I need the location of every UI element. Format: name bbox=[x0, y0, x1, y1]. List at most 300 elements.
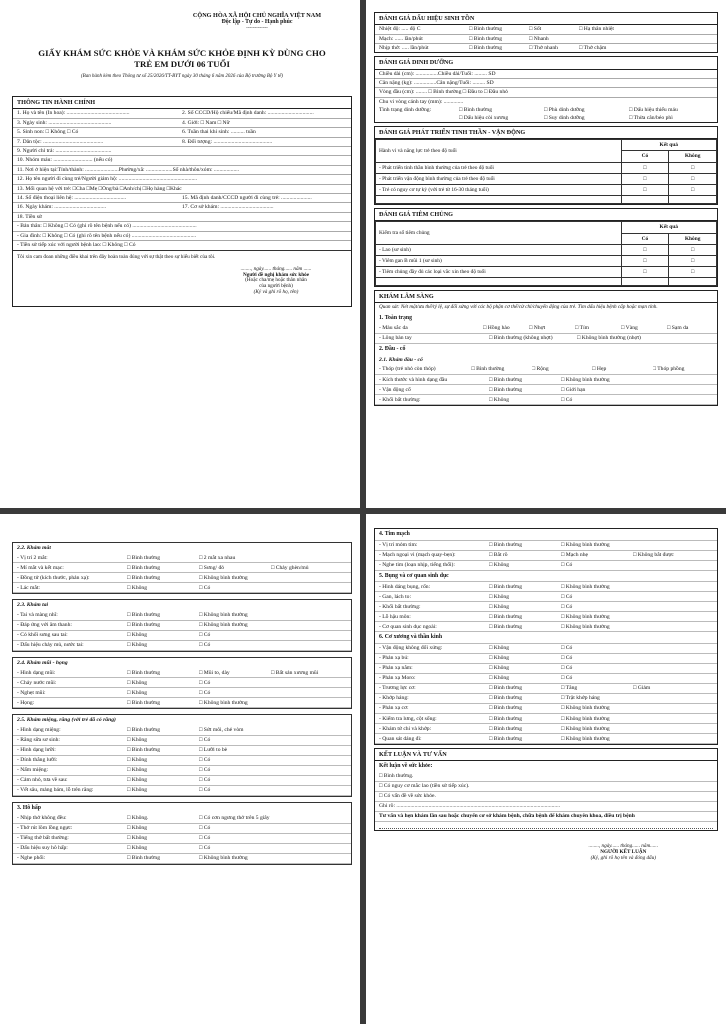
exam-option[interactable]: □ Mạch nhẹ bbox=[561, 551, 588, 558]
palm-option[interactable]: □ Bình thường (không nhợt) bbox=[489, 335, 553, 342]
vitals-option[interactable]: □ Bình thường bbox=[469, 44, 502, 51]
exam-item bbox=[13, 631, 351, 641]
applicant-signer: Người đề nghị khám sức khỏe bbox=[242, 271, 310, 278]
exam-label: - Hình dạng mũi: bbox=[17, 669, 56, 676]
admin-row bbox=[13, 194, 351, 203]
exam-section-title: 6. Cơ xương và thần kinh bbox=[375, 632, 717, 644]
exam-option[interactable]: □ Không bình thường bbox=[561, 541, 610, 548]
exam-option[interactable]: □ Bình thường bbox=[471, 366, 505, 373]
general-heading: 1. Toàn trạng bbox=[379, 315, 413, 322]
admin-row bbox=[13, 156, 351, 165]
exam-option[interactable]: □ Có bbox=[199, 584, 211, 591]
applicant-note-3: (Ký và ghi rõ họ, tên) bbox=[253, 289, 299, 296]
exam-option[interactable]: □ Giảm bbox=[633, 685, 651, 692]
exam-option[interactable]: □ Không bình thường bbox=[561, 623, 610, 630]
pledge-text: Tôi xin cam đoan những điều khai trên đây hoàn toàn đúng với sự thật theo sự hiểu biết của tôi. bbox=[13, 250, 351, 263]
exam-option[interactable]: □ Bình thường bbox=[127, 747, 160, 754]
admin-field[interactable]: 17. Cơ sở khám: ...................................... bbox=[182, 204, 274, 211]
exam-option[interactable]: □ Bất sản xương mũi bbox=[271, 669, 319, 676]
exam-label: - Đồng tử (kích thước, phản xạ): bbox=[17, 574, 90, 581]
vaccine-box bbox=[374, 208, 718, 287]
exam-option[interactable]: □ Bình thường bbox=[127, 727, 160, 734]
vitals-option[interactable]: □ Nhanh bbox=[529, 35, 549, 42]
nutrition-rows bbox=[375, 70, 717, 107]
nutrition-field[interactable]: Vòng đầu (cm): ........ □ Bình thường □ Đầu to □ Đầu nhỏ bbox=[375, 88, 717, 97]
exam-option[interactable]: □ Có bbox=[561, 675, 573, 682]
exam-option[interactable]: □ Có bbox=[561, 593, 573, 600]
admin-row bbox=[13, 109, 351, 118]
development-row bbox=[376, 173, 717, 184]
exam-option[interactable]: □ Mũi to, dày bbox=[199, 669, 230, 676]
head-heading: 2. Đầu - cổ bbox=[379, 346, 406, 353]
exam-option[interactable]: □ Không bbox=[127, 584, 148, 591]
exam-option[interactable]: □ Sứt môi, chẻ vòm bbox=[199, 727, 244, 734]
nutrition-heading: ĐÁNH GIÁ DINH DƯỠNG bbox=[375, 57, 717, 69]
exam-option[interactable]: □ Trật khớp háng bbox=[561, 695, 600, 702]
development-table bbox=[375, 139, 717, 204]
yes-checkbox[interactable]: □ bbox=[621, 173, 669, 184]
exam-option[interactable]: □ Không bbox=[127, 787, 148, 794]
exam-option[interactable]: □ Bình thường bbox=[489, 583, 522, 590]
admin-field[interactable]: 4. Giới: □ Nam □ Nữ bbox=[182, 119, 230, 126]
exam-option[interactable]: □ 2 mắt xa nhau bbox=[199, 554, 236, 561]
document-subtitle: (Ban hành kèm theo Thông tư số 25/2026/TT-BYT ngày 30 tháng 6 năm 2026 của Bộ trưởng Bộ Y tế) bbox=[81, 74, 283, 80]
admin-row bbox=[13, 166, 351, 175]
palm-option[interactable]: □ Không bình thường (nhợt) bbox=[577, 335, 641, 342]
exam-option[interactable]: □ Có bbox=[199, 844, 211, 851]
exam-option[interactable]: □ Không bbox=[127, 767, 148, 774]
exam-item bbox=[375, 714, 717, 724]
vaccine-heading: ĐÁNH GIÁ TIÊM CHỦNG bbox=[375, 209, 717, 221]
exam-option[interactable]: □ Có bbox=[561, 396, 573, 403]
exam-option[interactable]: □ Có bbox=[199, 767, 211, 774]
admin-field[interactable]: 18. Tiền sử bbox=[17, 213, 42, 220]
exam-label: - Răng sữa sơ sinh: bbox=[17, 737, 60, 744]
exam-option[interactable]: □ Không bbox=[489, 593, 510, 600]
conclusion-note: Ghi rõ: ..................................................................................................................... bbox=[375, 802, 717, 812]
vaccine-row bbox=[376, 267, 717, 278]
skin-option[interactable]: □ Nhợt bbox=[529, 325, 546, 332]
exam-label: - Khám tứ chi và khớp: bbox=[379, 725, 432, 732]
exam-section bbox=[12, 802, 352, 865]
vitals-option[interactable]: □ Bình thường bbox=[469, 35, 502, 42]
exam-label: - Nghẹt mũi: bbox=[17, 689, 46, 696]
exam-option[interactable]: □ Có bbox=[561, 603, 573, 610]
exam-option[interactable]: □ Bình thường bbox=[127, 612, 160, 619]
nutrition-field[interactable]: Chiều dài (cm): ................Chiều dài/Tuổi: ......... SD bbox=[375, 70, 717, 79]
nutrition-field[interactable]: Chu vi vòng cánh tay (mm): .............. bbox=[379, 98, 464, 105]
admin-field[interactable]: 2. Số CCCD/Hộ chiếu/Mã định danh: ................................. bbox=[182, 110, 314, 117]
admin-field[interactable]: 8. Đối tượng: .......................................... bbox=[182, 138, 273, 145]
exam-item bbox=[375, 644, 717, 654]
admin-field[interactable]: 16. Ngày khám: ..................................... bbox=[17, 204, 107, 211]
exam-option[interactable]: □ Có cơn ngưng thở trên 5 giây bbox=[199, 814, 270, 821]
exam-label: - Khối bất thường: bbox=[379, 603, 421, 610]
exam-section-title: 2.2. Khám mắt bbox=[17, 545, 51, 551]
exam-option[interactable]: □ Không bình thường bbox=[199, 612, 248, 619]
exam-label: - Phản xạ bú: bbox=[379, 655, 409, 662]
exam-item bbox=[375, 375, 717, 385]
head-subheading: 2.1. Khám đầu - cổ bbox=[379, 356, 423, 363]
conclusion-signature bbox=[589, 844, 658, 862]
exam-option[interactable]: □ Bình thường bbox=[127, 564, 160, 571]
exam-item bbox=[13, 854, 351, 864]
exam-option[interactable]: □ Rộng bbox=[531, 366, 549, 373]
exam-label: - Thở rút lõm lồng ngực: bbox=[17, 824, 73, 831]
exam-label: - Khối bất thường: bbox=[379, 396, 421, 403]
exam-option[interactable]: □ Không bbox=[489, 561, 510, 568]
exam-option[interactable]: □ Không bbox=[127, 777, 148, 784]
exam-label: - Nấm miệng: bbox=[17, 767, 49, 774]
skin-color-options bbox=[483, 325, 713, 331]
no-checkbox[interactable]: □ bbox=[669, 162, 717, 173]
vaccine-row bbox=[376, 244, 717, 255]
exam-section bbox=[12, 714, 352, 797]
no-checkbox[interactable]: □ bbox=[669, 267, 717, 278]
exam-item bbox=[13, 583, 351, 593]
exam-item bbox=[375, 664, 717, 674]
exam-label: - Trương lực cơ: bbox=[379, 685, 416, 692]
exam-option[interactable]: □ Có bbox=[199, 689, 211, 696]
exam-option[interactable]: □ Không bbox=[489, 655, 510, 662]
exam-label: - Kích thước và hình dạng đầu bbox=[379, 376, 448, 383]
conclusion-option[interactable]: □ Bình thường. bbox=[375, 772, 717, 782]
exam-option[interactable]: □ Sưng/ đỏ bbox=[199, 564, 225, 571]
exam-item bbox=[13, 844, 351, 854]
yes-checkbox[interactable]: □ bbox=[621, 267, 669, 278]
exam-option[interactable]: □ Tăng bbox=[561, 685, 578, 692]
exam-option[interactable]: □ Bình thường bbox=[489, 695, 522, 702]
exam-option[interactable]: □ Bình thường bbox=[489, 685, 522, 692]
exam-option[interactable]: □ Bình thường bbox=[489, 705, 522, 712]
exam-option[interactable]: □ Chảy ghèn/mủ bbox=[271, 564, 309, 571]
admin-field[interactable]: 9. Người chỉ trả: ........................................ bbox=[17, 147, 112, 154]
clinical-observe: Quan sát: Nét mặt/ưu thế/tỷ lệ, sự đối xứng với các bộ phận cơ thể/cử chỉ/chuyển động của trẻ. Tìm dấu hiệu bệnh cấp hoặc mạn tính. bbox=[379, 304, 658, 311]
skin-option[interactable]: □ Sạm da bbox=[667, 325, 689, 332]
exam-option[interactable]: □ Không bbox=[489, 665, 510, 672]
exam-label: - Dấu hiệu suy hô hấp: bbox=[17, 844, 68, 851]
nutrition-status-option[interactable]: □ Bình thường bbox=[459, 107, 492, 114]
exam-option[interactable]: □ Bình thường bbox=[489, 715, 522, 722]
exam-label: - Đáp ứng với âm thanh: bbox=[17, 622, 72, 629]
admin-field[interactable]: 10. Nhóm máu: ............................ (nếu có) bbox=[17, 157, 113, 164]
exam-option[interactable]: □ Không bbox=[127, 737, 148, 744]
no-checkbox[interactable]: □ bbox=[669, 244, 717, 255]
development-item: - Phát triển tinh thần bình thường của trẻ theo độ tuổi bbox=[376, 162, 622, 173]
vitals-row bbox=[375, 35, 717, 44]
exam-item bbox=[13, 621, 351, 631]
exam-option[interactable]: □ Có bbox=[561, 655, 573, 662]
exam-option[interactable]: □ Không bbox=[127, 757, 148, 764]
exam-option[interactable]: □ Thóp phồng bbox=[652, 366, 685, 373]
exam-section bbox=[12, 657, 352, 709]
exam-label: - Dấu hiệu chảy mủ, nước tai: bbox=[17, 642, 84, 649]
exam-option[interactable]: □ Bình thường bbox=[127, 699, 160, 706]
exam-item bbox=[13, 678, 351, 688]
vitals-option[interactable]: □ Hạ thân nhiệt bbox=[579, 26, 614, 33]
nutrition-status-option[interactable]: □ Dấu hiệu còi xương bbox=[459, 114, 509, 121]
exam-option[interactable]: □ Có bbox=[199, 632, 211, 639]
document-title bbox=[12, 48, 352, 71]
exam-option[interactable]: □ Bình thường bbox=[489, 623, 522, 630]
exam-item bbox=[13, 688, 351, 698]
exam-option[interactable]: □ Bắt rõ bbox=[489, 551, 508, 558]
exam-option[interactable]: □ Bình thường bbox=[489, 735, 522, 742]
exam-label: - Thóp (trẻ nhỏ còn thóp) bbox=[379, 366, 436, 373]
vitals-label: Nhịp thở: ..... lần/phút bbox=[379, 44, 429, 51]
exam-option[interactable]: □ Không bình thường bbox=[561, 376, 610, 383]
admin-row bbox=[13, 175, 351, 184]
exam-option[interactable]: □ Có bbox=[199, 777, 211, 784]
exam-option[interactable]: □ Có bbox=[561, 645, 573, 652]
admin-row bbox=[13, 213, 351, 222]
admin-row bbox=[13, 222, 351, 231]
exam-label: - Cảm nhỏ, tưa về sau: bbox=[17, 777, 68, 784]
exam-label: - Nhịp thở không đều: bbox=[17, 814, 67, 821]
conclusion-option[interactable]: □ Có vấn đề về sức khỏe. bbox=[375, 792, 717, 802]
exam-option[interactable]: □ Giới hạn bbox=[561, 386, 586, 393]
exam-label: - Có khối sưng sau tai: bbox=[17, 632, 68, 639]
exam-option[interactable]: □ Không bbox=[489, 603, 510, 610]
exam-item bbox=[375, 561, 717, 571]
exam-option[interactable]: □ Có bbox=[199, 679, 211, 686]
vitals-option[interactable]: □ Sốt bbox=[529, 26, 542, 33]
exam-item bbox=[375, 551, 717, 561]
exam-option[interactable]: □ Không. bbox=[127, 814, 149, 821]
exam-option[interactable]: □ Không bình thường bbox=[561, 725, 610, 732]
exam-section-title: 2.3. Khám tai bbox=[17, 602, 49, 609]
exam-option[interactable]: □ Không bbox=[489, 645, 510, 652]
exam-label: - Lỗ hậu môn: bbox=[379, 613, 411, 620]
exam-label: - Chảy nước mũi: bbox=[17, 679, 57, 686]
exam-option[interactable]: □ Lưỡi to bè bbox=[199, 747, 228, 754]
page4-sections bbox=[374, 528, 718, 745]
palm-row bbox=[375, 334, 717, 344]
exam-item bbox=[13, 611, 351, 621]
exam-option[interactable]: □ Hẹp bbox=[592, 366, 607, 373]
development-row bbox=[376, 162, 717, 173]
yes-checkbox[interactable]: □ bbox=[621, 162, 669, 173]
admin-row bbox=[13, 128, 351, 137]
exam-item bbox=[375, 582, 717, 592]
exam-label: - Phản xạ nắm: bbox=[379, 665, 413, 672]
exam-option[interactable]: □ Bình thường bbox=[489, 541, 522, 548]
exam-label: - Vị trí 2 mắt: bbox=[17, 554, 48, 561]
motto-underline: ------------- bbox=[246, 25, 268, 31]
exam-option[interactable]: □ Không bbox=[127, 689, 148, 696]
exam-option[interactable]: □ Có bbox=[199, 757, 211, 764]
development-col-header: Hành vi và năng lực trẻ theo độ tuổi bbox=[376, 140, 622, 162]
exam-option[interactable]: □ Bình thường bbox=[127, 622, 160, 629]
exam-option[interactable]: □ Bình thường bbox=[489, 725, 522, 732]
exam-option[interactable]: □ Không bbox=[127, 834, 148, 841]
exam-option[interactable]: □ Bình thường bbox=[127, 669, 160, 676]
exam-item bbox=[375, 385, 717, 395]
vitals-option[interactable]: □ Thở nhanh bbox=[529, 44, 558, 51]
no-checkbox[interactable]: □ bbox=[669, 184, 717, 195]
exam-section-title: 2.5. Khám miệng, răng (với trẻ đã có răng) bbox=[17, 717, 116, 724]
exam-option[interactable]: □ Không bình thường bbox=[199, 855, 248, 861]
development-item: - Trẻ có nguy cơ tự kỷ (với trẻ từ 16-30 tháng tuổi) bbox=[376, 184, 622, 195]
vitals-option[interactable]: □ Bình thường bbox=[469, 26, 502, 33]
conclusion-box bbox=[374, 748, 718, 831]
admin-field[interactable]: 11. Nơi ở hiện tại:Tỉnh/thành: ........................Phường/xã: ...................Số nhà/thôn/xóm: .................. bbox=[17, 166, 240, 173]
exam-option[interactable]: □ Không bình thường bbox=[561, 715, 610, 722]
admin-info-box bbox=[12, 96, 352, 307]
exam-option[interactable]: □ Có bbox=[199, 834, 211, 841]
exam-option[interactable]: □ Không bắt được bbox=[633, 551, 674, 558]
vaccine-yes-header: Có bbox=[621, 233, 669, 244]
exam-item bbox=[375, 541, 717, 551]
exam-option[interactable]: □ Không bình thường bbox=[561, 583, 610, 590]
exam-option[interactable]: □ Bình thường bbox=[489, 613, 522, 620]
conclusion-advice: Tư vấn và hẹn khám lần sau hoặc chuyển cơ sở khám bệnh, chữa bệnh để khám chuyên khoa, điều trị bệnh bbox=[375, 812, 717, 822]
vaccine-no-header: Không bbox=[669, 233, 717, 244]
admin-field[interactable]: 12. Họ tên người đi cùng trẻ/Người giám hộ: ........................................................ bbox=[17, 176, 198, 183]
exam-option[interactable]: □ Có bbox=[561, 665, 573, 672]
exam-option[interactable]: □ Không bình thường bbox=[199, 699, 248, 706]
exam-item bbox=[13, 563, 351, 573]
skin-option[interactable]: □ Tím bbox=[575, 325, 589, 332]
exam-label: - Hình dáng bụng, rốn: bbox=[379, 583, 431, 590]
exam-option[interactable]: □ Bình thường bbox=[489, 386, 522, 393]
no-checkbox[interactable]: □ bbox=[669, 173, 717, 184]
exam-section bbox=[12, 542, 352, 594]
skin-option[interactable]: □ Vàng bbox=[621, 325, 638, 332]
no-checkbox[interactable]: □ bbox=[669, 255, 717, 266]
applicant-date: ........, ngày...... tháng...... năm ...... bbox=[240, 265, 312, 272]
exam-label: - Khớp háng: bbox=[379, 695, 409, 702]
admin-field[interactable]: 15. Mã định danh/CCCD người đi cùng trẻ: ...................... bbox=[182, 195, 312, 202]
exam-option[interactable]: □ Không bình thường bbox=[561, 613, 610, 620]
page3-sections bbox=[12, 542, 352, 865]
vitals-row bbox=[375, 25, 717, 34]
exam-option[interactable]: □ Không bình thường bbox=[199, 574, 248, 581]
clinical-heading: KHÁM LÂM SÀNG bbox=[375, 291, 717, 303]
exam-label: - Vết sâu, mảng bám, lỗ trên răng: bbox=[17, 787, 94, 794]
exam-option[interactable]: □ Không bbox=[127, 679, 148, 686]
exam-option[interactable]: □ Không bình thường bbox=[561, 735, 610, 742]
admin-field[interactable]: 3. Ngày sinh: ............................................. bbox=[17, 119, 112, 126]
nutrition-status-option[interactable]: □ Thừa cân/béo phì bbox=[629, 114, 673, 121]
exam-option[interactable]: □ Có bbox=[199, 787, 211, 794]
admin-field[interactable]: - Bản thân: □ Không □ Có (ghi rõ tên bệnh nếu có) .............................................. bbox=[17, 223, 197, 230]
admin-field[interactable]: - Gia đình: □ Không □ Có (ghi rõ tên bệnh nếu có) .............................................. bbox=[17, 232, 197, 239]
admin-field[interactable]: - Tiền sử tiếp xúc với người bệnh lao: □ Không □ Có bbox=[17, 242, 136, 249]
exam-option[interactable]: □ Bình thường bbox=[489, 376, 522, 383]
exam-item bbox=[13, 698, 351, 708]
exam-option[interactable]: □ Bình thường bbox=[127, 554, 160, 561]
vitals-heading: ĐÁNH GIÁ DẤU HIỆU SINH TỒN bbox=[375, 13, 717, 25]
admin-field[interactable]: 6. Tuần thai khi sinh: .......... tuần bbox=[182, 129, 256, 136]
vaccine-item: - Viêm gan B mũi 1 (sơ sinh) bbox=[376, 255, 622, 266]
exam-option[interactable]: □ Có bbox=[199, 642, 211, 649]
exam-label: - Cơ quan sinh dục ngoài: bbox=[379, 623, 437, 630]
admin-row bbox=[13, 119, 351, 128]
admin-field[interactable]: 14. Số điện thoại liên hệ: ..................................... bbox=[17, 195, 127, 202]
exam-label: - Nghe phổi: bbox=[17, 855, 46, 861]
conclusion-date: ........, ngày...... tháng...... năm...... bbox=[588, 843, 658, 850]
exam-item bbox=[13, 834, 351, 844]
exam-option[interactable]: □ Không bbox=[127, 824, 148, 831]
yes-checkbox[interactable]: □ bbox=[621, 255, 669, 266]
applicant-note-2: của người bệnh) bbox=[259, 283, 293, 290]
development-row bbox=[376, 184, 717, 195]
exam-option[interactable]: □ Không bình thường bbox=[199, 622, 248, 629]
motto: Độc lập - Tự do - Hạnh phúc bbox=[221, 19, 293, 26]
yes-checkbox[interactable]: □ bbox=[621, 244, 669, 255]
admin-row bbox=[13, 185, 351, 194]
conclusion-subheading: Kết luận về sức khỏe: bbox=[379, 763, 433, 770]
exam-item bbox=[375, 724, 717, 734]
exam-option[interactable]: □ Có bbox=[199, 824, 211, 831]
nutrition-status-options bbox=[459, 107, 713, 121]
exam-item bbox=[13, 766, 351, 776]
exam-label: - Phản xạ cơ: bbox=[379, 705, 409, 712]
form-page-1 bbox=[0, 0, 360, 508]
admin-field[interactable]: 1. Họ và tên (In hoa): ............................................. bbox=[17, 110, 130, 117]
yes-checkbox[interactable]: □ bbox=[621, 184, 669, 195]
exam-option[interactable]: □ Có bbox=[561, 561, 573, 568]
nutrition-status-option[interactable]: □ Dấu hiệu thiếu máu bbox=[629, 107, 678, 114]
exam-option[interactable]: □ Không bbox=[127, 642, 148, 649]
vitals-option[interactable]: □ Thở chậm bbox=[579, 44, 607, 51]
conclusion-heading: KẾT LUẬN VÀ TƯ VẤN bbox=[375, 749, 717, 761]
nutrition-box bbox=[374, 56, 718, 123]
vitals-box bbox=[374, 12, 718, 53]
head-items bbox=[375, 365, 717, 405]
exam-option[interactable]: □ Không bbox=[489, 396, 510, 403]
exam-option[interactable]: □ Bình thường bbox=[127, 855, 160, 861]
vitals-rows bbox=[375, 25, 717, 52]
skin-option[interactable]: □ Hồng hào bbox=[483, 325, 510, 332]
vaccine-col-header: Kiểm tra sổ tiêm chủng bbox=[376, 222, 622, 244]
nutrition-field[interactable]: Cân nặng (kg): ................Cân nặng/Tuổi: ......... SD bbox=[375, 79, 717, 88]
exam-section-title: 5. Bụng và cơ quan sinh dục bbox=[375, 571, 717, 583]
admin-field[interactable]: 7. Dân tộc: ........................................... bbox=[17, 138, 104, 145]
vaccine-blank-row bbox=[376, 278, 717, 286]
exam-option[interactable]: □ Bình thường bbox=[127, 574, 160, 581]
exam-item bbox=[13, 786, 351, 796]
exam-option[interactable]: □ Không bbox=[489, 675, 510, 682]
exam-label: - Lác mắt: bbox=[17, 584, 40, 591]
form-page-3 bbox=[0, 514, 360, 1024]
exam-option[interactable]: □ Không bbox=[127, 632, 148, 639]
skin-color-label: - Màu sắc da bbox=[379, 325, 408, 332]
vitals-label: Mạch: ...... lần/phút bbox=[379, 35, 423, 42]
exam-label: - Mí mắt và kết mạc: bbox=[17, 564, 64, 571]
exam-option[interactable]: □ Có bbox=[199, 737, 211, 744]
exam-label: - Quan sát dáng đi: bbox=[379, 735, 422, 742]
admin-field[interactable]: 5. Sinh non: □ Không □ Có bbox=[17, 129, 79, 136]
nutrition-status-option[interactable]: □ Phù dinh dưỡng bbox=[544, 107, 585, 114]
conclusion-option[interactable]: □ Có nguy cơ mắc lao (tiền sử tiếp xúc). bbox=[375, 782, 717, 792]
admin-row bbox=[13, 203, 351, 212]
vaccine-item: - Lao (sơ sinh) bbox=[376, 244, 622, 255]
vaccine-item: - Tiêm chủng đầy đủ các loại vắc xin theo độ tuổi bbox=[376, 267, 622, 278]
exam-item bbox=[375, 684, 717, 694]
nutrition-status-option[interactable]: □ Suy dinh dưỡng bbox=[544, 114, 585, 121]
exam-label: - Vận động không đối xứng: bbox=[379, 645, 443, 652]
admin-field[interactable]: 13. Mối quan hệ với trẻ: □Cha □Mẹ □Ông/bà □Anh/chị □Họ hàng □Khác bbox=[17, 185, 182, 192]
admin-row bbox=[13, 138, 351, 147]
exam-item bbox=[13, 668, 351, 678]
exam-item bbox=[375, 654, 717, 664]
form-page-2 bbox=[366, 0, 726, 508]
exam-option[interactable]: □ Không bình thường bbox=[561, 705, 610, 712]
exam-option[interactable]: □ Không bbox=[127, 844, 148, 851]
development-yes-header: Có bbox=[621, 151, 669, 162]
